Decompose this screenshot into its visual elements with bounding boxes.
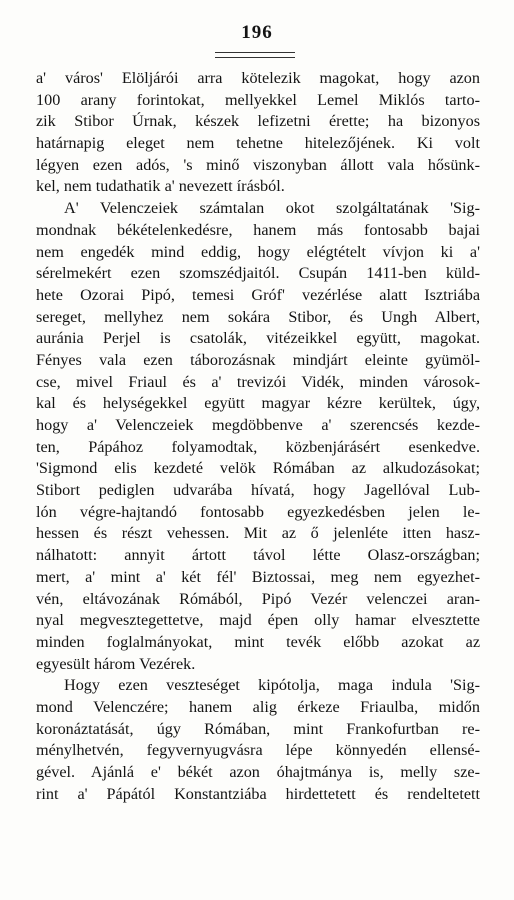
text-line: zik Stibor Úrnak, készek lefizetni érette; ha bizonyos [36, 112, 480, 131]
text-line: vén, eltávozának Rómából, Pipó Vezér velenczei aran- [36, 589, 480, 608]
text-line: Stibort pediglen udvarába hívatá, hogy Jagellóval Lub- [36, 481, 480, 500]
text-line: A' Velenczeiek számtalan okot szolgáltatának 'Sig- [64, 199, 480, 218]
text-line: sérelmekért ezen szomszédjaitól. Csupán 1411-ben küld- [36, 264, 480, 283]
text-line: a' város' Elöljárói arra kötelezik magokat, hogy azon [36, 69, 480, 87]
text-line: kal és helységekkel együtt magyar kézre kerültek, úgy, [36, 394, 480, 413]
text-line: hete Ozorai Pipó, temesi Gróf' vezérlése alatt Isztriába [36, 285, 480, 304]
text-line: gével. Ajánlá e' békét azon óhajtmánya is, melly sze- [36, 763, 480, 781]
text-line: hessen és részt vehessen. Mit az ő jelenléte itten hasz- [36, 524, 480, 543]
text-line: nem engedék mind eddig, hogy elégtételt vívjon ki a' [36, 242, 480, 261]
body-text [36, 68, 480, 805]
text-line: lón végre-hajtandó fontosabb egyezkedésben jelen le- [36, 502, 480, 521]
text-line: kel, nem tudathatik a' nevezett írásból. [36, 177, 285, 196]
text-line: mond Velenczére; hanem alig érkeze Friaulba, midőn [36, 697, 480, 716]
text-line: ménylhetvén, fegyvernyugvásra lépe könnyedén ellensé- [36, 741, 480, 760]
text-line: Fényes vala ezen táborozásnak mindjárt eleinte gyümöl- [36, 350, 480, 369]
text-line: 'Sigmond elis kezdeté velök Rómában az alkudozásokat; [36, 459, 480, 478]
text-line: ten, Pápához folyamodtak, közbenjárásért esenkedve. [36, 437, 480, 456]
text-line: nálhatott: annyit ártott távol létte Olasz-országban; [36, 546, 480, 565]
text-line: auránia Perjel is csatolák, vitézeikkel együtt, magokat. [36, 329, 480, 348]
text-line: Hogy ezen veszteséget kipótolja, maga indula 'Sig- [64, 676, 480, 695]
text-line: határnapig eleget nem tehetne hitelezőjének. Ki volt [36, 134, 480, 153]
text-line: cse, mivel Friaul és a' trevizói Vidék, minden városok- [36, 372, 480, 391]
text-line: 100 arany forintokat, mellyekkel Lemel Miklós tarto- [36, 90, 480, 109]
text-line: nyal megvesztegettetve, majd épen olly hamar elvesztette [36, 611, 480, 630]
text-line: koronáztatását, úgy Rómában, mint Frankofurtban re- [36, 719, 480, 738]
text-line: légyen ezen adós, 's minő viszonyban állott vala hősünk- [36, 155, 480, 174]
text-line: rint a' Pápától Konstantziába hirdettetett és rendeltetett [36, 784, 480, 803]
text-line: mondnak békételenkedésre, hanem más fontosabb bajai [36, 220, 480, 239]
page-number: 196 [241, 22, 273, 43]
header-double-rule [215, 52, 295, 58]
text-line: hogy a' Velenczeiek megdöbbenve a' szerencsés kezde- [36, 416, 480, 434]
text-line: minden foglalmányokat, mint tevék előbb azokat az [36, 632, 480, 651]
text-line: mert, a' mint a' két fél' Biztossai, meg nem egyezhet- [36, 567, 480, 586]
text-line: egyesült három Vezérek. [36, 654, 196, 673]
text-line: sereget, mellyhez nem sokára Stibor, és Ungh Albert, [36, 307, 480, 326]
